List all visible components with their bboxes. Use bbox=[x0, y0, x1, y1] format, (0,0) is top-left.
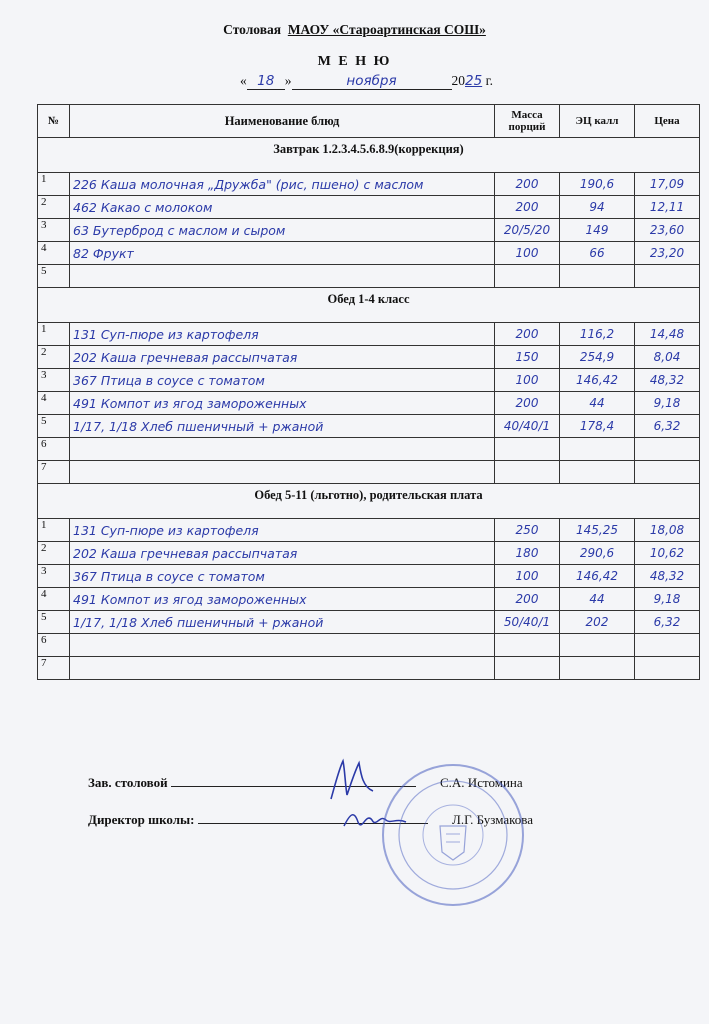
table-row bbox=[38, 565, 700, 588]
row-number: 4 bbox=[38, 588, 70, 611]
dish-kcal: 149 bbox=[560, 219, 635, 242]
col-header-number: № bbox=[38, 105, 70, 138]
dish-kcal bbox=[560, 438, 635, 461]
dish-kcal: 94 bbox=[560, 196, 635, 219]
dish-price bbox=[635, 438, 700, 461]
dish-mass: 40/40/1 bbox=[495, 415, 560, 438]
dish-name bbox=[70, 461, 495, 484]
dish-name bbox=[70, 265, 495, 288]
row-number: 5 bbox=[38, 611, 70, 634]
section-spacer-cell bbox=[38, 506, 700, 519]
table-row bbox=[38, 657, 700, 680]
manager-label: Зав. столовой bbox=[88, 775, 168, 790]
row-number: 4 bbox=[38, 242, 70, 265]
date-day: 18 bbox=[247, 73, 285, 90]
table-row bbox=[38, 346, 700, 369]
row-number: 4 bbox=[38, 392, 70, 415]
row-number: 2 bbox=[38, 542, 70, 565]
dish-kcal: 146,42 bbox=[560, 565, 635, 588]
dish-mass bbox=[495, 634, 560, 657]
dish-kcal bbox=[560, 265, 635, 288]
table-header-row bbox=[38, 105, 700, 138]
table-row bbox=[38, 196, 700, 219]
dish-mass: 100 bbox=[495, 565, 560, 588]
date-year-prefix: 20 bbox=[451, 73, 465, 88]
row-number: 6 bbox=[38, 634, 70, 657]
table-row bbox=[38, 588, 700, 611]
row-number: 3 bbox=[38, 369, 70, 392]
dish-mass: 100 bbox=[495, 242, 560, 265]
dish-name: 202 Каша гречневая рассыпчатая bbox=[70, 346, 495, 369]
date-line bbox=[240, 73, 493, 90]
dish-mass bbox=[495, 265, 560, 288]
dish-name: 1/17, 1/18 Хлеб пшеничный + ржаной bbox=[70, 415, 495, 438]
dish-price: 8,04 bbox=[635, 346, 700, 369]
col-header-dish: Наименование блюд bbox=[70, 105, 495, 138]
row-number: 2 bbox=[38, 346, 70, 369]
dish-kcal: 44 bbox=[560, 392, 635, 415]
dish-mass bbox=[495, 438, 560, 461]
section-header bbox=[38, 484, 700, 507]
dish-name: 491 Компот из ягод замороженных bbox=[70, 392, 495, 415]
dish-kcal: 146,42 bbox=[560, 369, 635, 392]
section-header bbox=[38, 288, 700, 311]
table-row bbox=[38, 323, 700, 346]
dish-mass: 200 bbox=[495, 323, 560, 346]
table-row bbox=[38, 461, 700, 484]
dish-mass: 200 bbox=[495, 588, 560, 611]
table-row bbox=[38, 519, 700, 542]
table-row bbox=[38, 369, 700, 392]
dish-mass: 200 bbox=[495, 196, 560, 219]
row-number: 5 bbox=[38, 265, 70, 288]
dish-name: 367 Птица в соусе с томатом bbox=[70, 369, 495, 392]
dish-price: 6,32 bbox=[635, 415, 700, 438]
director-label: Директор школы: bbox=[88, 812, 195, 827]
dish-price: 17,09 bbox=[635, 173, 700, 196]
dish-price: 18,08 bbox=[635, 519, 700, 542]
table-row bbox=[38, 219, 700, 242]
organization-title bbox=[0, 22, 709, 38]
dish-name bbox=[70, 657, 495, 680]
section-title: Завтрак 1.2.3.4.5.6.8.9(коррекция) bbox=[38, 138, 700, 161]
col-header-mass: Масса порций bbox=[495, 105, 560, 138]
section-spacer bbox=[38, 506, 700, 519]
dish-name bbox=[70, 438, 495, 461]
dish-name: 202 Каша гречневая рассыпчатая bbox=[70, 542, 495, 565]
dish-mass: 100 bbox=[495, 369, 560, 392]
table-row bbox=[38, 634, 700, 657]
dish-price: 14,48 bbox=[635, 323, 700, 346]
school-stamp bbox=[378, 760, 528, 910]
dish-mass bbox=[495, 657, 560, 680]
director-name: Л.Г. Бузмакова bbox=[452, 812, 534, 827]
dish-mass: 20/5/20 bbox=[495, 219, 560, 242]
section-header bbox=[38, 138, 700, 161]
dish-name: 491 Компот из ягод замороженных bbox=[70, 588, 495, 611]
dish-kcal: 202 bbox=[560, 611, 635, 634]
dish-kcal: 44 bbox=[560, 588, 635, 611]
row-number: 3 bbox=[38, 565, 70, 588]
date-month: ноября bbox=[292, 73, 452, 90]
dish-price: 9,18 bbox=[635, 392, 700, 415]
dish-mass bbox=[495, 461, 560, 484]
dish-mass: 150 bbox=[495, 346, 560, 369]
table-row bbox=[38, 242, 700, 265]
dish-kcal: 290,6 bbox=[560, 542, 635, 565]
menu-table bbox=[37, 104, 700, 680]
dish-name: 462 Какао с молоком bbox=[70, 196, 495, 219]
dish-price: 6,32 bbox=[635, 611, 700, 634]
dish-price: 23,20 bbox=[635, 242, 700, 265]
row-number: 3 bbox=[38, 219, 70, 242]
row-number: 6 bbox=[38, 438, 70, 461]
dish-kcal: 190,6 bbox=[560, 173, 635, 196]
menu-title: М Е Н Ю bbox=[317, 54, 392, 69]
row-number: 1 bbox=[38, 323, 70, 346]
row-number: 5 bbox=[38, 415, 70, 438]
dish-kcal: 116,2 bbox=[560, 323, 635, 346]
row-number: 1 bbox=[38, 519, 70, 542]
dish-kcal: 145,25 bbox=[560, 519, 635, 542]
dish-price: 23,60 bbox=[635, 219, 700, 242]
date-year-suffix: 25 bbox=[465, 73, 483, 89]
section-spacer-cell bbox=[38, 160, 700, 173]
section-spacer bbox=[38, 160, 700, 173]
dish-mass: 200 bbox=[495, 392, 560, 415]
dish-mass: 200 bbox=[495, 173, 560, 196]
dish-name: 131 Суп-пюре из картофеля bbox=[70, 519, 495, 542]
dish-price: 48,32 bbox=[635, 369, 700, 392]
row-number: 1 bbox=[38, 173, 70, 196]
dish-name: 1/17, 1/18 Хлеб пшеничный + ржаной bbox=[70, 611, 495, 634]
table-row bbox=[38, 438, 700, 461]
manager-handwritten-signature bbox=[325, 755, 385, 805]
col-header-kcal: ЭЦ калл bbox=[560, 105, 635, 138]
section-title: Обед 5-11 (льготно), родительская плата bbox=[38, 484, 700, 507]
table-row bbox=[38, 392, 700, 415]
date-quote-close: » bbox=[284, 73, 292, 88]
dish-kcal: 66 bbox=[560, 242, 635, 265]
dish-price: 12,11 bbox=[635, 196, 700, 219]
dish-name bbox=[70, 634, 495, 657]
section-spacer-cell bbox=[38, 310, 700, 323]
manager-name: С.А. Истомина bbox=[440, 775, 523, 790]
row-number: 7 bbox=[38, 657, 70, 680]
date-quote-open: « bbox=[240, 73, 247, 88]
dish-kcal bbox=[560, 634, 635, 657]
org-name: МАОУ «Староартинская СОШ» bbox=[287, 22, 486, 37]
table-row bbox=[38, 415, 700, 438]
row-number: 2 bbox=[38, 196, 70, 219]
dish-name: 82 Фрукт bbox=[70, 242, 495, 265]
table-row bbox=[38, 265, 700, 288]
dish-price bbox=[635, 265, 700, 288]
dish-mass: 50/40/1 bbox=[495, 611, 560, 634]
dish-name: 63 Бутерброд с маслом и сыром bbox=[70, 219, 495, 242]
org-prefix: Столовая bbox=[223, 22, 282, 37]
dish-name: 131 Суп-пюре из картофеля bbox=[70, 323, 495, 346]
table-row bbox=[38, 173, 700, 196]
dish-kcal bbox=[560, 461, 635, 484]
dish-price bbox=[635, 461, 700, 484]
section-spacer bbox=[38, 310, 700, 323]
dish-mass: 180 bbox=[495, 542, 560, 565]
dish-price bbox=[635, 657, 700, 680]
row-number: 7 bbox=[38, 461, 70, 484]
dish-name: 226 Каша молочная „Дружба" (рис, пшено) с маслом bbox=[70, 173, 495, 196]
table-row bbox=[38, 542, 700, 565]
dish-kcal: 178,4 bbox=[560, 415, 635, 438]
dish-price bbox=[635, 634, 700, 657]
dish-name: 367 Птица в соусе с томатом bbox=[70, 565, 495, 588]
section-title: Обед 1-4 класс bbox=[38, 288, 700, 311]
dish-kcal: 254,9 bbox=[560, 346, 635, 369]
dish-price: 10,62 bbox=[635, 542, 700, 565]
table-row bbox=[38, 611, 700, 634]
dish-price: 48,32 bbox=[635, 565, 700, 588]
col-header-price: Цена bbox=[635, 105, 700, 138]
dish-mass: 250 bbox=[495, 519, 560, 542]
dish-price: 9,18 bbox=[635, 588, 700, 611]
dish-kcal bbox=[560, 657, 635, 680]
date-g: г. bbox=[485, 73, 493, 88]
